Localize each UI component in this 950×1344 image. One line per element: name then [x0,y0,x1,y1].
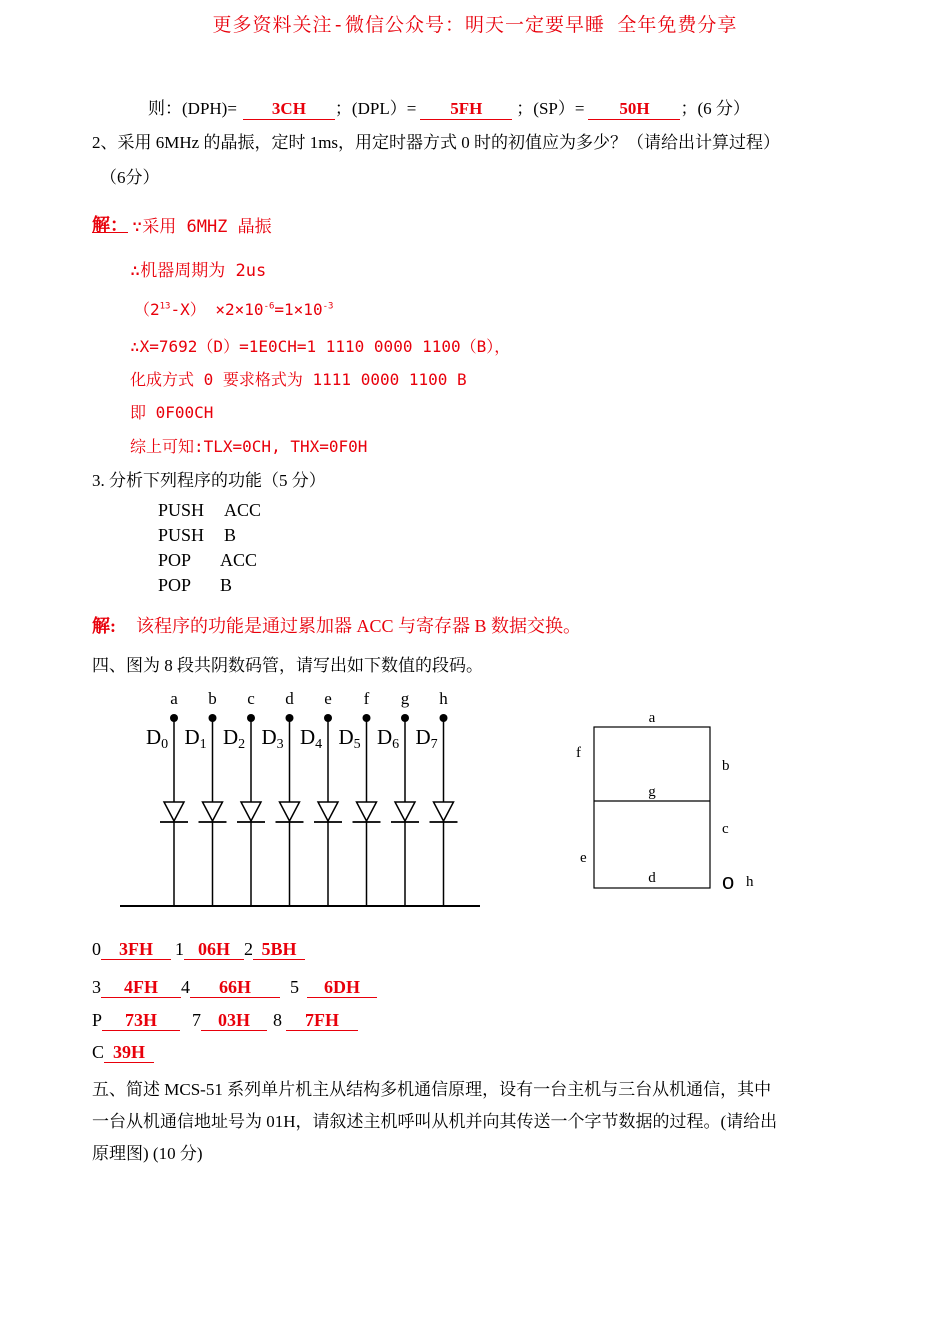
diode-label: D5 [338,725,361,752]
q1-points: ；(6 分） [680,99,750,118]
sp-label: ；(SP）= [516,99,585,118]
q3-answer-label: 解: [92,616,116,636]
pin-label-d: d [285,689,294,708]
diode-label: D3 [261,725,284,752]
q3-answer: 该程序的功能是通过累加器 ACC 与寄存器 B 数据交换。 [136,616,582,636]
diode-circuit-diagram [110,684,490,914]
pin-label-f: f [363,689,370,708]
q2-solution-step4: ∴X=7692（D）=1E0CH=1 1110 0000 1100（B）， [130,337,511,356]
segment-answer-row: C 39H [92,1042,154,1063]
q2-solution-step5: 化成方式 0 要求格式为 1111 0000 1100 B [130,370,467,389]
dpl-value: 5FH [420,99,512,120]
q2-solution-step6: 即 0F00CH [130,403,214,422]
q2-solution-label: 解： [92,215,128,235]
pin-label-b: b [208,689,217,708]
diode-symbol [203,802,223,821]
segment-label-b: b [722,758,730,774]
diode-label: D2 [223,725,246,752]
code-line: POP B [158,575,233,595]
segment-label-d: d [648,870,656,886]
diode-label: D6 [377,725,400,752]
dph-label: 则：(DPH)= [148,99,237,118]
diode-symbol [280,802,300,821]
code-line: PUSH ACC [158,500,262,520]
q1-answer-line [148,94,750,120]
segment-answer-row: 0 3FH 1 06H 2 5BH [92,939,305,960]
diode-symbol [395,802,415,821]
segment-answer-row: 3 4FH 4 66H 5 6DH [92,977,377,998]
segment-dot-point: o [722,869,735,894]
pin-label-h: h [439,689,448,708]
dph-value: 3CH [243,99,335,120]
diode-symbol [434,802,454,821]
diode-symbol [241,802,261,821]
segment-answer-row: P 73H 7 03H 8 7FH [92,1010,358,1031]
q2-question-line2: （6分） [100,168,160,187]
q2-solution-step3: $(2^{13}-X) \times 2\times 10^{-6}=1\times 10^{-3}$ [134,300,334,319]
diode-label: D1 [184,725,207,752]
page-header-banner: 更多资料关注-微信公众号：明天一定要早睡 全年免费分享 [212,14,738,36]
sp-value: 50H [588,99,680,120]
pin-label-c: c [247,689,255,708]
pin-label-g: g [400,689,410,708]
diode-symbol [164,802,184,821]
code-line: POP ACC [158,550,258,570]
q5-question-line2: 一台从机通信地址号为 01H，请叙述主机呼叫从机并向其传送一个字节数据的过程。(请给出 [92,1112,778,1131]
code-line: PUSH B [158,525,237,545]
segment-label-c: c [722,821,729,837]
segment-label-f: f [576,745,581,761]
diode-label: D4 [300,725,323,752]
q2-solution-step2: ∴机器周期为 2us [130,261,267,281]
diode-label: D7 [415,725,438,752]
pin-label-a: a [170,689,178,708]
q2-question-line1: 2、采用 6MHz 的晶振，定时 1ms，用定时器方式 0 时的初值应为多少？（请给出计算过程） [92,133,781,152]
q2-solution-step1: ∵采用 6MHZ 晶振 [132,217,272,237]
diode-label: D0 [146,725,169,752]
diode-symbol [357,802,377,821]
segment-label-a: a [648,710,656,726]
q4-question: 四、图为 8 段共阴数码管，请写出如下数值的段码。 [92,656,483,675]
segment-label-g: g [648,784,656,800]
q5-question-line1: 五、简述 MCS-51 系列单片机主从结构多机通信原理，设有一台主机与三台从机通信，其中 [92,1080,772,1099]
pin-label-e: e [324,689,332,708]
segment-label-e: e [580,850,587,866]
q3-question: 3. 分析下列程序的功能（5 分） [92,471,326,490]
q2-solution-step7: 综上可知:TLX=0CH, THX=0F0H [130,437,368,456]
segment-outline [594,727,710,888]
dpl-label: ；(DPL）= [334,99,417,118]
diode-symbol [318,802,338,821]
q5-question-line3: 原理图) (10 分) [92,1144,203,1163]
segment-label-h: h [746,874,754,890]
seven-segment-diagram [560,700,780,900]
